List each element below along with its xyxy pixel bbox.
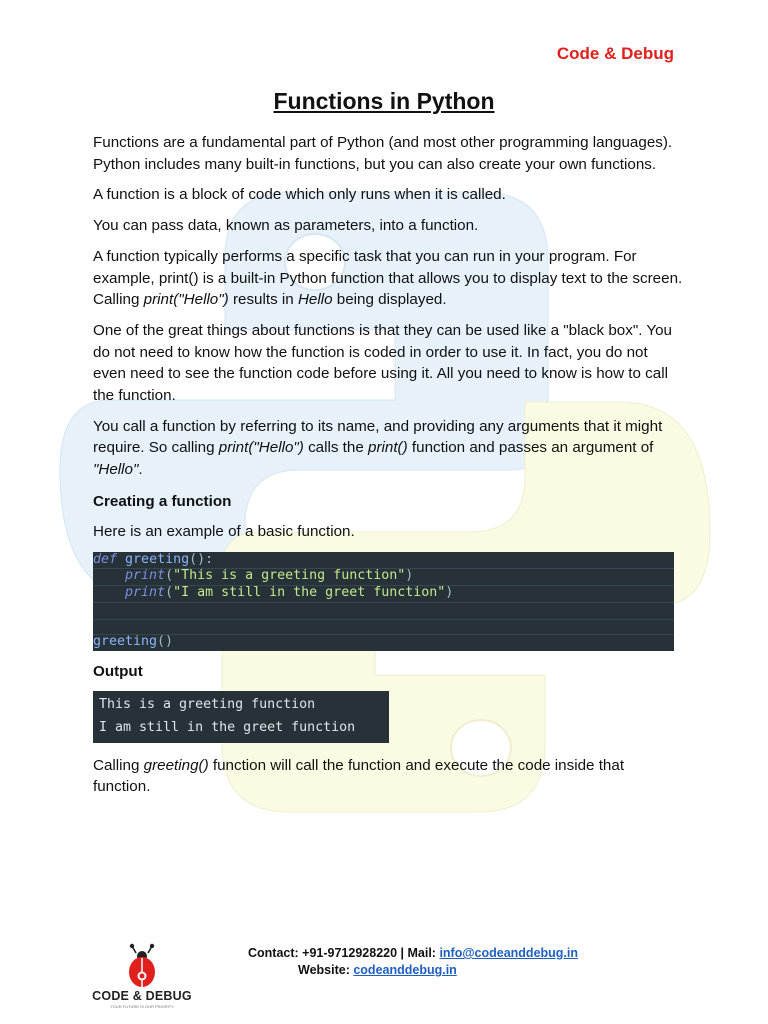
paragraph-calling-greeting xyxy=(93,755,683,798)
website-link[interactable]: codeanddebug.in xyxy=(353,963,457,977)
paragraph-print-example xyxy=(93,246,683,311)
footer-contact xyxy=(248,946,578,980)
inline-code-print-hello: print("Hello") xyxy=(218,439,304,457)
footer-logo xyxy=(92,943,192,1009)
code-punctuation: ( xyxy=(165,567,174,583)
text-run: Calling xyxy=(93,756,144,774)
code-function-call: greeting xyxy=(93,633,158,649)
code-indent xyxy=(93,585,125,600)
code-punctuation: ) xyxy=(405,567,414,583)
logo-wordmark: CODE & DEBUG xyxy=(92,989,192,1003)
paragraph-example-intro: Here is an example of a basic function. xyxy=(93,522,355,540)
text-run: A function typically performs a specific task that you can run in your program. For example, print() is a built-in Python function that allows you to display text to the screen. Calling xyxy=(93,247,683,309)
website-label: Website: xyxy=(298,963,354,977)
text-run: function will call the function and execute the code inside that function. xyxy=(93,756,625,796)
text-run: . xyxy=(138,461,143,479)
code-string: "This is a greeting function" xyxy=(173,567,406,583)
code-function-name: greeting xyxy=(125,551,190,567)
paragraph-intro: Functions are a fundamental part of Python (and most other programming languages). Python includes many built-in functions, but you can also create your own functions. xyxy=(93,134,673,173)
text-run: being displayed. xyxy=(332,291,447,309)
text-run: function and passes an argument of xyxy=(407,439,654,457)
paragraph-black-box: One of the great things about functions is that they can be used like a "black box". You do not need to know how the function is coded in order to use it. In fact, you do not even need to see the function code before using it. All you need to know is how to call the function. xyxy=(93,321,673,405)
code-line-divider xyxy=(93,602,674,603)
ladybug-icon xyxy=(92,943,192,989)
inline-hello: Hello xyxy=(297,291,333,309)
inline-code-print-hello: print("Hello") xyxy=(143,291,229,309)
output-line-1: This is a greeting function xyxy=(99,696,316,712)
paragraph-calling xyxy=(93,416,683,481)
code-line-divider xyxy=(93,619,674,620)
output-line-2: I am still in the greet function xyxy=(99,719,356,735)
page-title: Functions in Python xyxy=(273,88,495,114)
contact-label: Contact: +91-9712928220 | Mail: xyxy=(248,946,440,960)
contact-row xyxy=(248,946,578,963)
code-punctuation: (): xyxy=(189,551,214,567)
code-line-1 xyxy=(93,552,213,568)
code-keyword: def xyxy=(93,551,118,567)
code-line-4 xyxy=(93,634,173,650)
paragraph-parameters: You can pass data, known as parameters, into a function. xyxy=(93,217,479,235)
inline-code-print: print() xyxy=(368,439,408,457)
document-body xyxy=(93,132,683,807)
code-line-3 xyxy=(93,585,453,601)
inline-code-greeting: greeting() xyxy=(143,756,209,774)
code-block xyxy=(93,552,674,651)
text-run: calls the xyxy=(303,439,369,457)
code-punctuation: ) xyxy=(445,584,454,600)
inline-hello-string: "Hello" xyxy=(93,461,139,479)
code-punctuation: () xyxy=(157,633,174,649)
code-builtin: print xyxy=(125,567,166,583)
code-indent xyxy=(93,568,125,583)
email-link[interactable]: info@codeanddebug.in xyxy=(439,946,579,960)
heading-output: Output xyxy=(93,662,143,680)
output-console xyxy=(93,691,389,743)
paragraph-definition: A function is a block of code which only runs when it is called. xyxy=(93,186,506,204)
text-run: results in xyxy=(228,291,298,309)
heading-creating-function: Creating a function xyxy=(93,492,232,510)
code-builtin: print xyxy=(125,584,166,600)
text-run: You call a function by referring to its name, and providing any arguments that it might require. So calling xyxy=(93,417,663,457)
logo-tagline: YOUR FUTURE IS OUR PRIORITY xyxy=(110,1004,174,1009)
code-string: "I am still in the greet function" xyxy=(173,584,446,600)
code-punctuation: ( xyxy=(165,584,174,600)
code-line-2 xyxy=(93,568,413,584)
code-line-divider xyxy=(93,634,674,635)
website-row xyxy=(248,963,578,980)
brand-header: Code & Debug xyxy=(556,44,674,63)
